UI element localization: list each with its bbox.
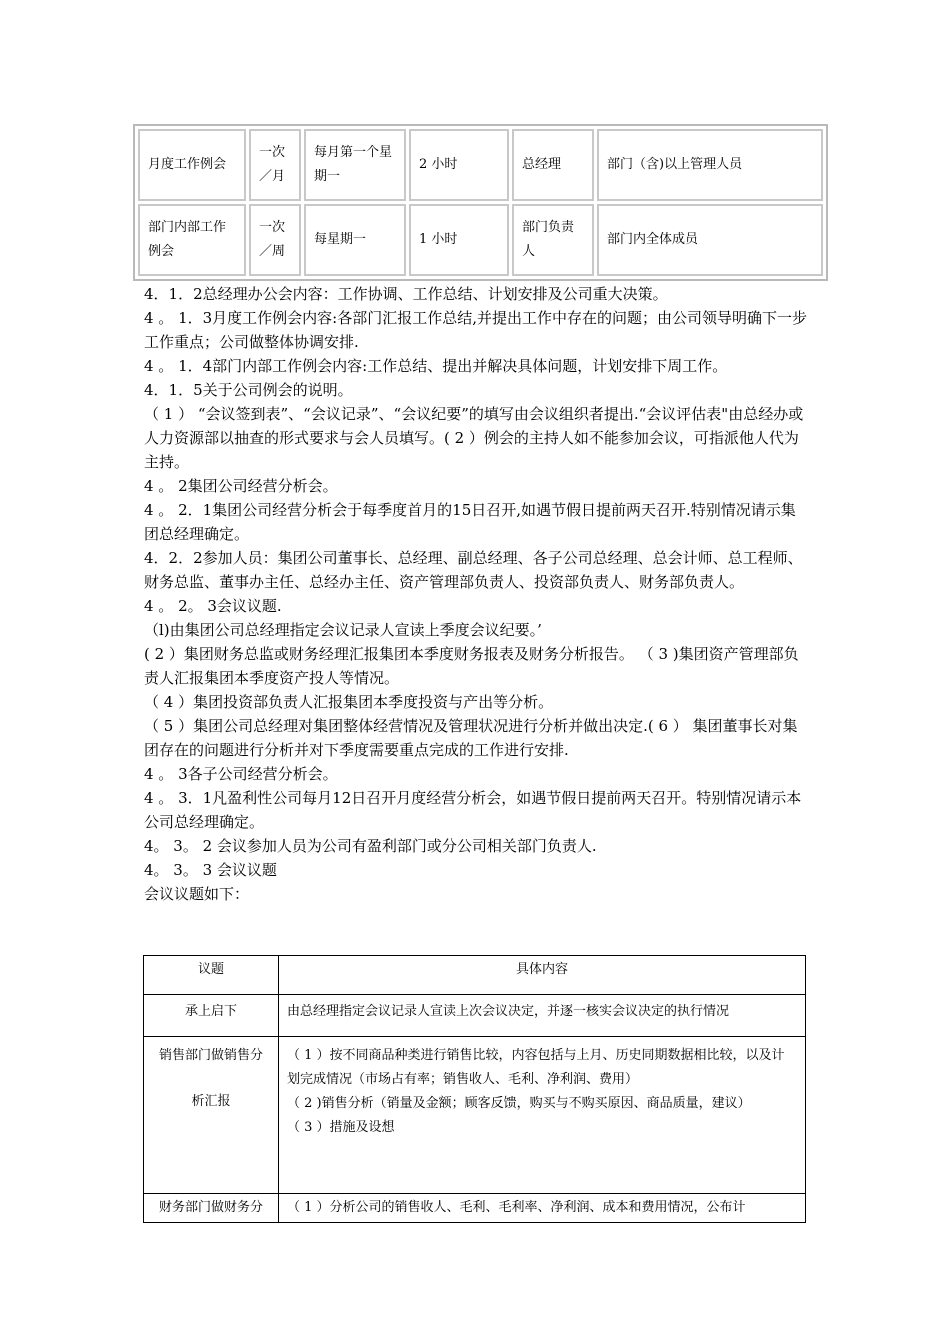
- duration-cell: 1 小时: [409, 204, 509, 276]
- meeting-name-cell: 部门内部工作例会: [138, 204, 246, 276]
- host-cell: 总经理: [512, 129, 594, 201]
- topic-header: 议题: [144, 956, 279, 995]
- content-cell: 由总经理指定会议记录人宣读上次会议决定，并逐一核实会议决定的执行情况: [279, 995, 806, 1037]
- content-header: 具体内容: [279, 956, 806, 995]
- attendees-cell: 部门（含)以上管理人员: [597, 129, 823, 201]
- content-line: （ 1 ）按不同商品种类进行销售比较，内容包括与上月、历史同期数据相比较，以及计划完成情况（市场占有率；销售收人、毛利、净利润、费用）: [287, 1048, 785, 1087]
- paragraph: 4 。 2集团公司经营分析会。: [144, 477, 338, 495]
- paragraph: 4 。 3各子公司经营分析会。: [144, 765, 338, 783]
- topic-line: 销售部门做销售分: [158, 1048, 263, 1063]
- topic-cell: 财务部门做财务分: [144, 1194, 279, 1223]
- paragraph: （ 1 ） “会议签到表”、“会议记录”、“会议纪要”的填写由会议组织者提出.“会议评估表"由总经办或人力资源部以抽查的形式要求与会人员填写。( 2 ）例会的主持人如不能参加会议，可指派他人代为主持。: [144, 405, 804, 471]
- meeting-name-cell: 月度工作例会: [138, 129, 246, 201]
- paragraph: 4 。 3．1凡盈利性公司每月12日召开月度经营分析会，如遇节假日提前两天召开。特别情况请示本公司总经理确定。: [144, 789, 802, 831]
- document-body: [144, 282, 810, 906]
- duration-cell: 2 小时: [409, 129, 509, 201]
- content-line: （ 3 ）措施及设想: [287, 1120, 395, 1135]
- frequency-cell: 一次／月: [249, 129, 301, 201]
- time-cell: 每月第一个星期一: [304, 129, 406, 201]
- paragraph: 4 。 2．1集团公司经营分析会于每季度首月的15日召开,如遇节假日提前两天召开.特别情况请示集团总经理确定。: [144, 501, 796, 543]
- content-line: （ 2 )销售分析（销量及金额；顾客反馈，购买与不购买原因、商品质量，建议）: [287, 1096, 751, 1111]
- frequency-cell: 一次／周: [249, 204, 301, 276]
- table-header-row: [144, 956, 806, 995]
- topic-cell: 承上启下: [144, 995, 279, 1037]
- meeting-schedule-table: [133, 124, 828, 281]
- paragraph: （ 5 ）集团公司总经理对集团整体经营情况及管理状况进行分析并做出决定.( 6 ） 集团董事长对集团存在的问题进行分析并对下季度需要重点完成的工作进行安排.: [144, 717, 798, 759]
- paragraph: 4 。 1．3月度工作例会内容:各部门汇报工作总结,并提出工作中存在的问题；由公司领导明确下一步工作重点；公司做整体协调安排.: [144, 309, 807, 351]
- paragraph: 4．1．2总经理办公会内容：工作协调、工作总结、计划安排及公司重大决策。: [144, 285, 668, 303]
- content-cell: （ 1 ）分析公司的销售收人、毛利、毛利率、净利润、成本和费用情况，公布计: [279, 1194, 806, 1223]
- table-row: [144, 995, 806, 1037]
- paragraph: （ 4 ）集团投资部负责人汇报集团本季度投资与产出等分析。: [144, 693, 554, 711]
- time-cell: 每星期一: [304, 204, 406, 276]
- table-row: [138, 129, 823, 201]
- host-cell: 部门负责人: [512, 204, 594, 276]
- content-cell: [279, 1037, 806, 1194]
- paragraph: 4 。 2。 3会议议题.: [144, 597, 282, 615]
- paragraph: 4。 3。 3 会议议题: [144, 861, 277, 879]
- table-row: [144, 1037, 806, 1194]
- paragraph: 4 。 1．4部门内部工作例会内容:工作总结、提出并解决具体问题，计划安排下周工作。: [144, 357, 728, 375]
- paragraph: 4．2．2参加人员：集团公司董事长、总经理、副总经理、各子公司总经理、总会计师、总工程师、财务总监、董事办主任、总经办主任、资产管理部负责人、投资部负责人、财务部负责人。: [144, 549, 803, 591]
- table-row: [144, 1194, 806, 1223]
- paragraph: （l)由集团公司总经理指定会议记录人宣读上季度会议纪要。’: [144, 621, 542, 639]
- agenda-table: [143, 955, 806, 1223]
- paragraph: 4．1．5关于公司例会的说明。: [144, 381, 353, 399]
- paragraph: ( 2 ）集团财务总监或财务经理汇报集团本季度财务报表及财务分析报告。 （ 3 )集团资产管理部负责人汇报集团本季度资产投人等情况。: [144, 645, 799, 687]
- table-row: [138, 204, 823, 276]
- attendees-cell: 部门内全体成员: [597, 204, 823, 276]
- paragraph: 会议议题如下：: [144, 885, 250, 903]
- paragraph: 4。 3。 2 会议参加人员为公司有盈利部门或分公司相关部门负责人.: [144, 837, 597, 855]
- topic-cell: [144, 1037, 279, 1194]
- topic-line: 析汇报: [191, 1094, 231, 1109]
